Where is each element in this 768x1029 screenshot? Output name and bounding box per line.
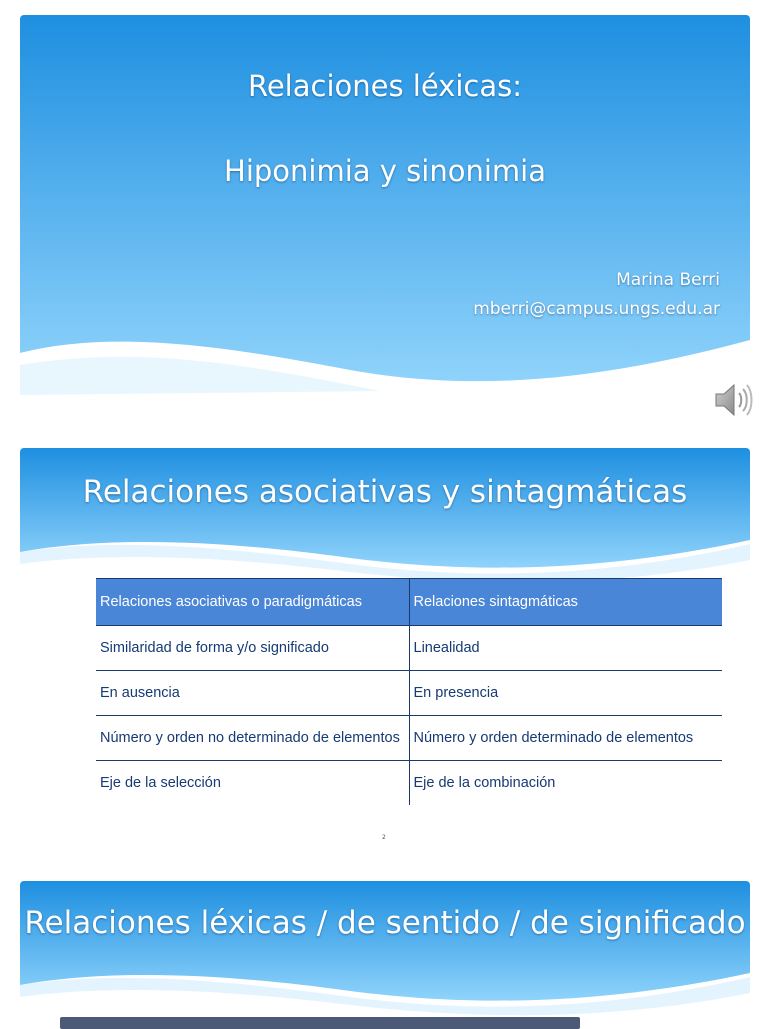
speaker-icon[interactable] <box>713 380 753 420</box>
table-cell: Número y orden no determinado de elementos <box>96 716 409 761</box>
author-name: Marina Berri <box>616 270 720 290</box>
table-row <box>96 671 722 716</box>
slide-1-title-line-2: Hiponimia y sinonimia <box>224 154 546 188</box>
table-header-cell: Relaciones asociativas o paradigmáticas <box>96 579 409 626</box>
slide-1-title-line-1: Relaciones léxicas: <box>247 69 522 103</box>
cut-off-bullet-text <box>60 1017 580 1029</box>
table-cell: En ausencia <box>96 671 409 716</box>
table-row <box>96 716 722 761</box>
author-email: mberri@campus.ungs.edu.ar <box>473 299 720 319</box>
table-cell: Número y orden determinado de elementos <box>409 716 722 761</box>
slide-3-background <box>20 881 750 1024</box>
slide-2-background <box>20 448 750 580</box>
table-cell: En presencia <box>409 671 722 716</box>
table-row <box>96 626 722 671</box>
table-cell: Eje de la combinación <box>409 761 722 806</box>
slide-3-title: Relaciones léxicas / de sentido / de significado <box>24 905 746 941</box>
slide-3-header <box>20 881 750 1024</box>
relations-table <box>96 578 722 805</box>
page-number: 2 <box>382 834 386 841</box>
table-cell: Linealidad <box>409 626 722 671</box>
table-cell: Eje de la selección <box>96 761 409 806</box>
slide-1 <box>20 15 750 395</box>
slide-2-title: Relaciones asociativas y sintagmáticas <box>82 474 688 510</box>
table-header-cell: Relaciones sintagmáticas <box>409 579 722 626</box>
table-cell: Similaridad de forma y/o significado <box>96 626 409 671</box>
table-row <box>96 761 722 806</box>
table-header-row <box>96 579 722 626</box>
slide-2-header <box>20 448 750 580</box>
